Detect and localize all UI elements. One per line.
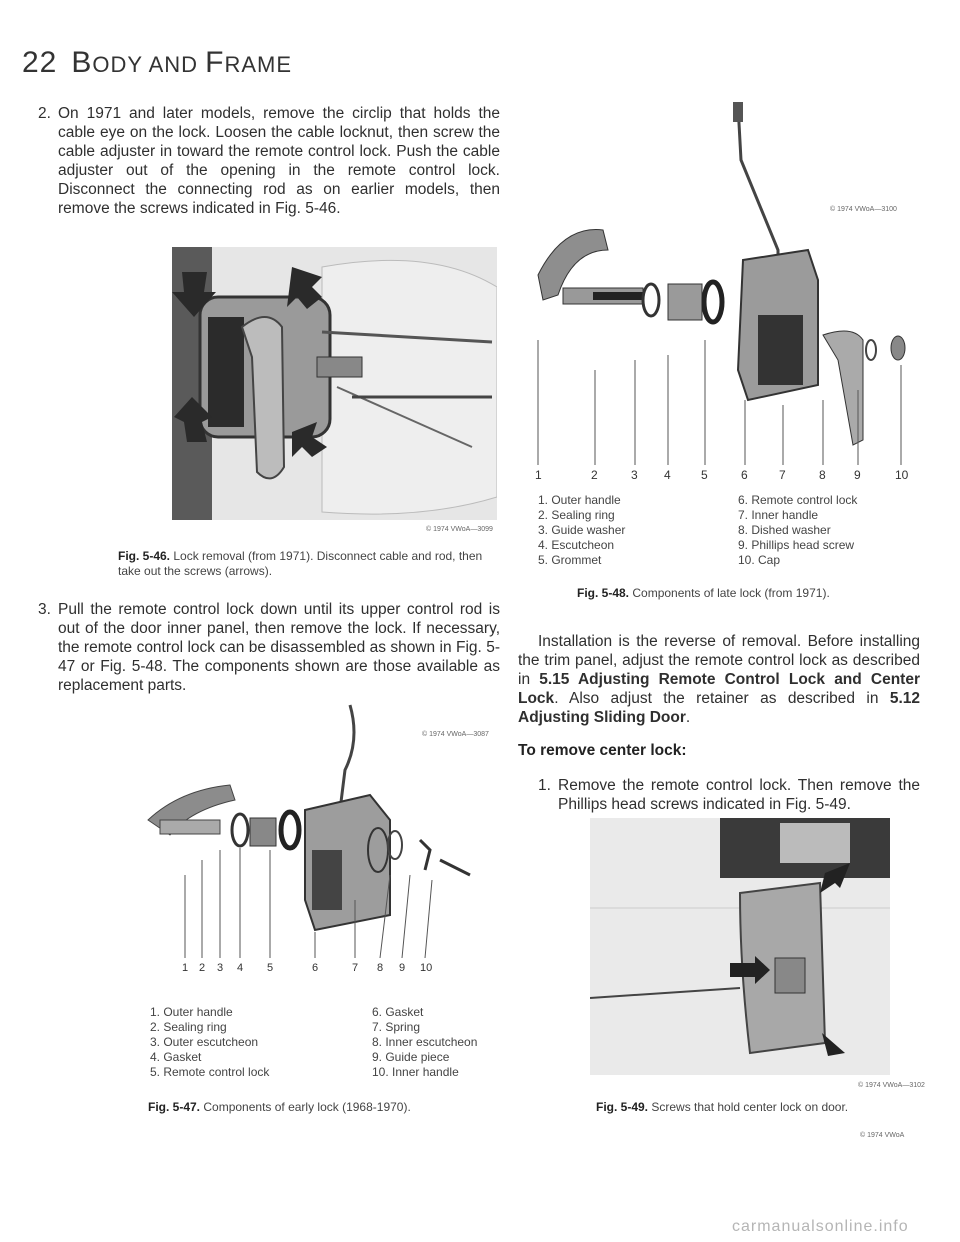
page-number: 22 (22, 46, 58, 79)
callout: 9 (854, 468, 861, 482)
callout: 10 (895, 468, 909, 482)
legend-item: 8. Inner escutcheon (372, 1035, 478, 1049)
fig-5-46-photo (172, 247, 497, 520)
callout: 6 (741, 468, 748, 482)
crossref-5-15: 5.15 Adjusting Remote Control Lock and Center Lock (518, 671, 921, 707)
fig-5-48-caption: Fig. 5-48. Components of late lock (from 1971). (577, 586, 830, 600)
callout: 4 (237, 962, 244, 974)
callout: 8 (377, 962, 384, 974)
legend-item: 10. Inner handle (372, 1065, 459, 1079)
callout: 5 (267, 962, 274, 974)
legend-item: 7. Spring (372, 1020, 421, 1034)
center-lock-step-1: 1. Remove the remote control lock. Then remove the Phillips head screws indicated in Fig. 5-49. (538, 777, 920, 813)
fig-5-46-credit: © 1974 VWoA—3099 (426, 526, 493, 533)
fig-5-47-caption: Fig. 5-47. Components of early lock (1968-1970). (148, 1100, 411, 1114)
callout: 4 (664, 468, 671, 482)
legend-item: 2. Sealing ring (538, 508, 615, 522)
legend-item: 2. Sealing ring (150, 1020, 227, 1034)
fig-5-49-credit: © 1974 VWoA—3102 (858, 1082, 925, 1089)
fig-5-47-legend (150, 1005, 500, 1085)
fig-5-48-legend (538, 493, 918, 573)
fig-5-47-credit: © 1974 VWoA—3087 (422, 731, 489, 738)
callout: 6 (312, 962, 319, 974)
page-credit: © 1974 VWoA (860, 1132, 905, 1139)
fig-5-47-diagram (140, 700, 500, 985)
callout: 7 (779, 468, 786, 482)
callout: 3 (217, 962, 224, 974)
installation-paragraph: Installation is the reverse of removal. Before installing the trim panel, adjust the remote control lock as described in 5.15 Adjusting Remote Control Lock and Center Lock. Also adjust the retainer as described in 5.12 Adjusting Sliding Door. (518, 633, 921, 726)
callout: 9 (399, 962, 406, 974)
callout: 1 (535, 468, 542, 482)
legend-item: 4. Gasket (150, 1050, 202, 1064)
callout: 2 (591, 468, 598, 482)
center-lock-photo (590, 818, 890, 1075)
fig-5-46-caption: Fig. 5-46. Lock removal (from 1971). Disconnect cable and rod, then take out the screws (arrows). (118, 549, 483, 578)
page-header: 22 BODY AND FRAME (22, 46, 293, 79)
legend-item: 5. Remote control lock (150, 1065, 270, 1079)
legend-item: 7. Inner handle (738, 508, 819, 522)
callout: 5 (701, 468, 708, 482)
fig-5-48-credit: © 1974 VWoA—3100 (830, 206, 897, 213)
crossref-5-12: 5.12 Adjusting Sliding Door (518, 690, 920, 726)
watermark: carmanualsonline.info (732, 1218, 909, 1235)
legend-item: 10. Cap (738, 553, 781, 567)
legend-item: 9. Guide piece (372, 1050, 450, 1064)
callout: 8 (819, 468, 826, 482)
center-lock-heading: To remove center lock: (518, 742, 687, 759)
legend-item: 9. Phillips head screw (738, 538, 855, 552)
legend-item: 1. Outer handle (150, 1005, 233, 1019)
callout: 7 (352, 962, 359, 974)
fig-5-48-diagram (533, 100, 933, 485)
late-lock-exploded-diagram (533, 100, 933, 485)
legend-item: 6. Remote control lock (738, 493, 858, 507)
legend-item: 4. Escutcheon (538, 538, 615, 552)
callout: 1 (182, 962, 189, 974)
early-lock-exploded-diagram (140, 700, 500, 985)
lock-removal-photo (172, 247, 497, 520)
callout: 2 (199, 962, 206, 974)
fig-5-49-photo (590, 818, 890, 1075)
callout: 10 (420, 962, 433, 974)
legend-item: 5. Grommet (538, 553, 602, 567)
legend-item: 3. Outer escutcheon (150, 1035, 259, 1049)
legend-item: 3. Guide washer (538, 523, 626, 537)
step-2-paragraph: 2. On 1971 and later models, remove the circlip that holds the cable eye on the lock. Loosen the cable locknut, then screw the cable adjuster in toward the remote control lock. Push the cable adjuster out of the opening in the remote control lock. Disconnect the connecting rod as on earlier models, then remove the screws indicated in Fig. 5-46. (38, 105, 500, 217)
callout: 3 (631, 468, 638, 482)
legend-item: 6. Gasket (372, 1005, 424, 1019)
legend-item: 1. Outer handle (538, 493, 621, 507)
step-3-paragraph: 3. Pull the remote control lock down until its upper control rod is out of the door inner panel, then remove the lock. If necessary, the remote control lock can be disassembled as shown in Fig. 5-47 or Fig. 5-48. The components shown are those available as replacement parts. (38, 601, 500, 694)
fig-5-49-caption: Fig. 5-49. Screws that hold center lock on door. (596, 1100, 849, 1114)
legend-item: 8. Dished washer (738, 523, 831, 537)
